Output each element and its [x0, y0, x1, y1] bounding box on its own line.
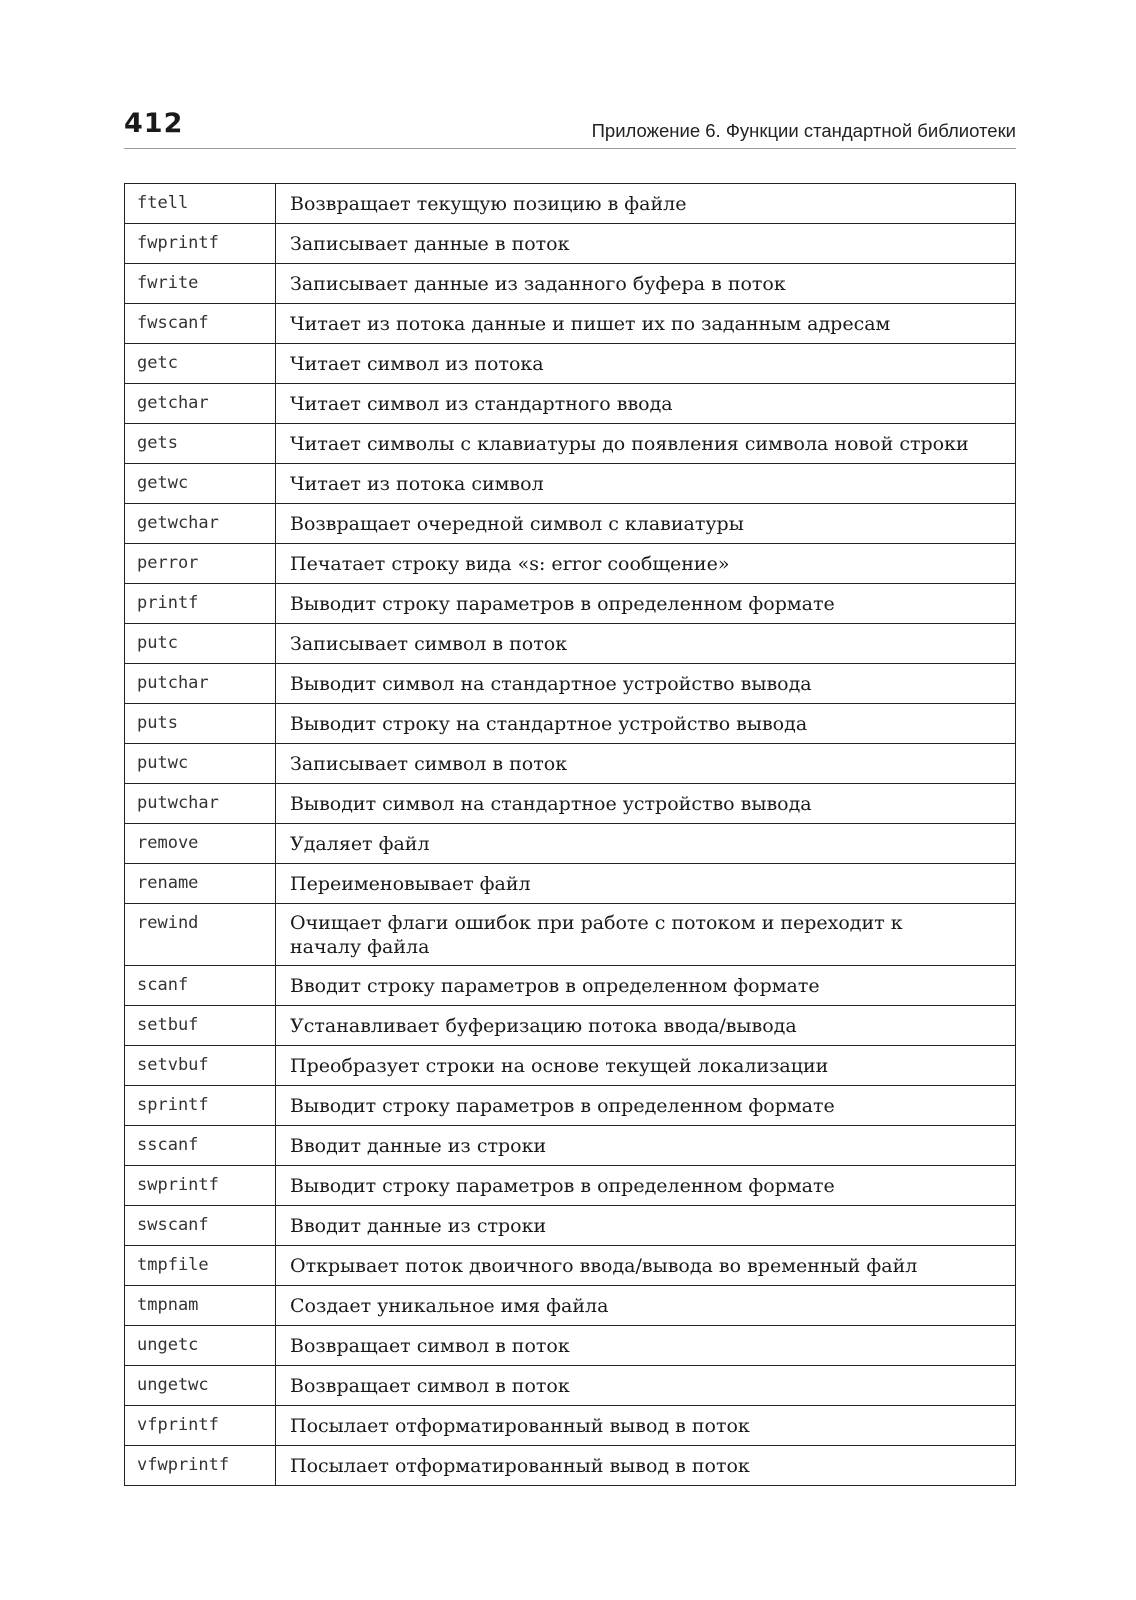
function-description-cell: Читает символы с клавиатуры до появления символа новой строки: [276, 424, 1016, 464]
table-row: [125, 744, 1016, 784]
table-row: [125, 1406, 1016, 1446]
table-row: [125, 1446, 1016, 1486]
table-row: [125, 664, 1016, 704]
function-description-cell: Возвращает текущую позицию в файле: [276, 184, 1016, 224]
function-description-cell: Записывает данные из заданного буфера в поток: [276, 264, 1016, 304]
table-row: [125, 904, 1016, 966]
function-description-cell: Читает из потока данные и пишет их по заданным адресам: [276, 304, 1016, 344]
table-row: [125, 1166, 1016, 1206]
functions-table: [124, 183, 1016, 1486]
function-description-cell: Читает символ из потока: [276, 344, 1016, 384]
function-name-cell: printf: [125, 584, 276, 624]
function-name-cell: tmpnam: [125, 1286, 276, 1326]
table-row: [125, 704, 1016, 744]
function-description-cell: Печатает строку вида «s: error сообщение»: [276, 544, 1016, 584]
function-name-cell: sscanf: [125, 1126, 276, 1166]
function-description-cell: Вводит строку параметров в определенном формате: [276, 966, 1016, 1006]
function-description-cell: Выводит строку параметров в определенном формате: [276, 1086, 1016, 1126]
running-head: Приложение 6. Функции стандартной библиотеки: [591, 120, 1016, 141]
function-description-cell: Читает символ из стандартного ввода: [276, 384, 1016, 424]
table-row: [125, 184, 1016, 224]
function-description-cell: Устанавливает буферизацию потока ввода/вывода: [276, 1006, 1016, 1046]
function-name-cell: ungetc: [125, 1326, 276, 1366]
function-description-cell: Выводит строку параметров в определенном формате: [276, 584, 1016, 624]
table-row: [125, 1126, 1016, 1166]
function-name-cell: rewind: [125, 904, 276, 966]
table-row: [125, 1006, 1016, 1046]
table-row: [125, 966, 1016, 1006]
function-name-cell: vfprintf: [125, 1406, 276, 1446]
function-description-cell: Читает из потока символ: [276, 464, 1016, 504]
function-description-cell: Удаляет файл: [276, 824, 1016, 864]
function-name-cell: sprintf: [125, 1086, 276, 1126]
table-row: [125, 1366, 1016, 1406]
table-row: [125, 1326, 1016, 1366]
function-name-cell: ftell: [125, 184, 276, 224]
function-description-cell: Выводит строку на стандартное устройство вывода: [276, 704, 1016, 744]
function-name-cell: getc: [125, 344, 276, 384]
function-name-cell: ungetwc: [125, 1366, 276, 1406]
function-name-cell: tmpfile: [125, 1246, 276, 1286]
table-row: [125, 1086, 1016, 1126]
table-row: [125, 384, 1016, 424]
function-description-cell: Выводит символ на стандартное устройство вывода: [276, 664, 1016, 704]
function-description-cell: Очищает флаги ошибок при работе с потоком и переходит к началу файла: [276, 904, 1016, 966]
page-number: 412: [124, 108, 184, 139]
table-row: [125, 584, 1016, 624]
function-description-cell: Преобразует строки на основе текущей локализации: [276, 1046, 1016, 1086]
table-row: [125, 1286, 1016, 1326]
table-row: [125, 224, 1016, 264]
table-row: [125, 464, 1016, 504]
function-description-cell: Записывает символ в поток: [276, 744, 1016, 784]
function-name-cell: setvbuf: [125, 1046, 276, 1086]
function-name-cell: fwprintf: [125, 224, 276, 264]
function-description-cell: Переименовывает файл: [276, 864, 1016, 904]
function-name-cell: fwrite: [125, 264, 276, 304]
table-row: [125, 624, 1016, 664]
function-name-cell: perror: [125, 544, 276, 584]
function-description-cell: Открывает поток двоичного ввода/вывода во временный файл: [276, 1246, 1016, 1286]
function-description-cell: Выводит символ на стандартное устройство вывода: [276, 784, 1016, 824]
table-row: [125, 304, 1016, 344]
function-name-cell: gets: [125, 424, 276, 464]
function-description-cell: Посылает отформатированный вывод в поток: [276, 1446, 1016, 1486]
function-name-cell: vfwprintf: [125, 1446, 276, 1486]
table-row: [125, 1246, 1016, 1286]
function-name-cell: putwc: [125, 744, 276, 784]
function-name-cell: remove: [125, 824, 276, 864]
function-name-cell: putwchar: [125, 784, 276, 824]
function-description-cell: Возвращает символ в поток: [276, 1366, 1016, 1406]
function-description-cell: Записывает данные в поток: [276, 224, 1016, 264]
function-description-cell: Посылает отформатированный вывод в поток: [276, 1406, 1016, 1446]
function-name-cell: swscanf: [125, 1206, 276, 1246]
page-header: [124, 104, 1016, 149]
function-name-cell: getchar: [125, 384, 276, 424]
table-row: [125, 864, 1016, 904]
table-row: [125, 824, 1016, 864]
function-name-cell: putc: [125, 624, 276, 664]
function-name-cell: swprintf: [125, 1166, 276, 1206]
table-row: [125, 504, 1016, 544]
function-name-cell: getwc: [125, 464, 276, 504]
function-description-cell: Возвращает очередной символ с клавиатуры: [276, 504, 1016, 544]
table-row: [125, 1046, 1016, 1086]
function-name-cell: setbuf: [125, 1006, 276, 1046]
table-row: [125, 1206, 1016, 1246]
function-name-cell: putchar: [125, 664, 276, 704]
table-row: [125, 264, 1016, 304]
table-row: [125, 424, 1016, 464]
table-row: [125, 544, 1016, 584]
function-description-cell: Вводит данные из строки: [276, 1126, 1016, 1166]
function-description-cell: Записывает символ в поток: [276, 624, 1016, 664]
function-name-cell: rename: [125, 864, 276, 904]
function-name-cell: scanf: [125, 966, 276, 1006]
function-description-cell: Вводит данные из строки: [276, 1206, 1016, 1246]
function-name-cell: getwchar: [125, 504, 276, 544]
table-row: [125, 344, 1016, 384]
functions-table-body: [125, 184, 1016, 1486]
function-name-cell: fwscanf: [125, 304, 276, 344]
table-row: [125, 784, 1016, 824]
function-name-cell: puts: [125, 704, 276, 744]
function-description-cell: Возвращает символ в поток: [276, 1326, 1016, 1366]
function-description-cell: Создает уникальное имя файла: [276, 1286, 1016, 1326]
function-description-cell: Выводит строку параметров в определенном формате: [276, 1166, 1016, 1206]
